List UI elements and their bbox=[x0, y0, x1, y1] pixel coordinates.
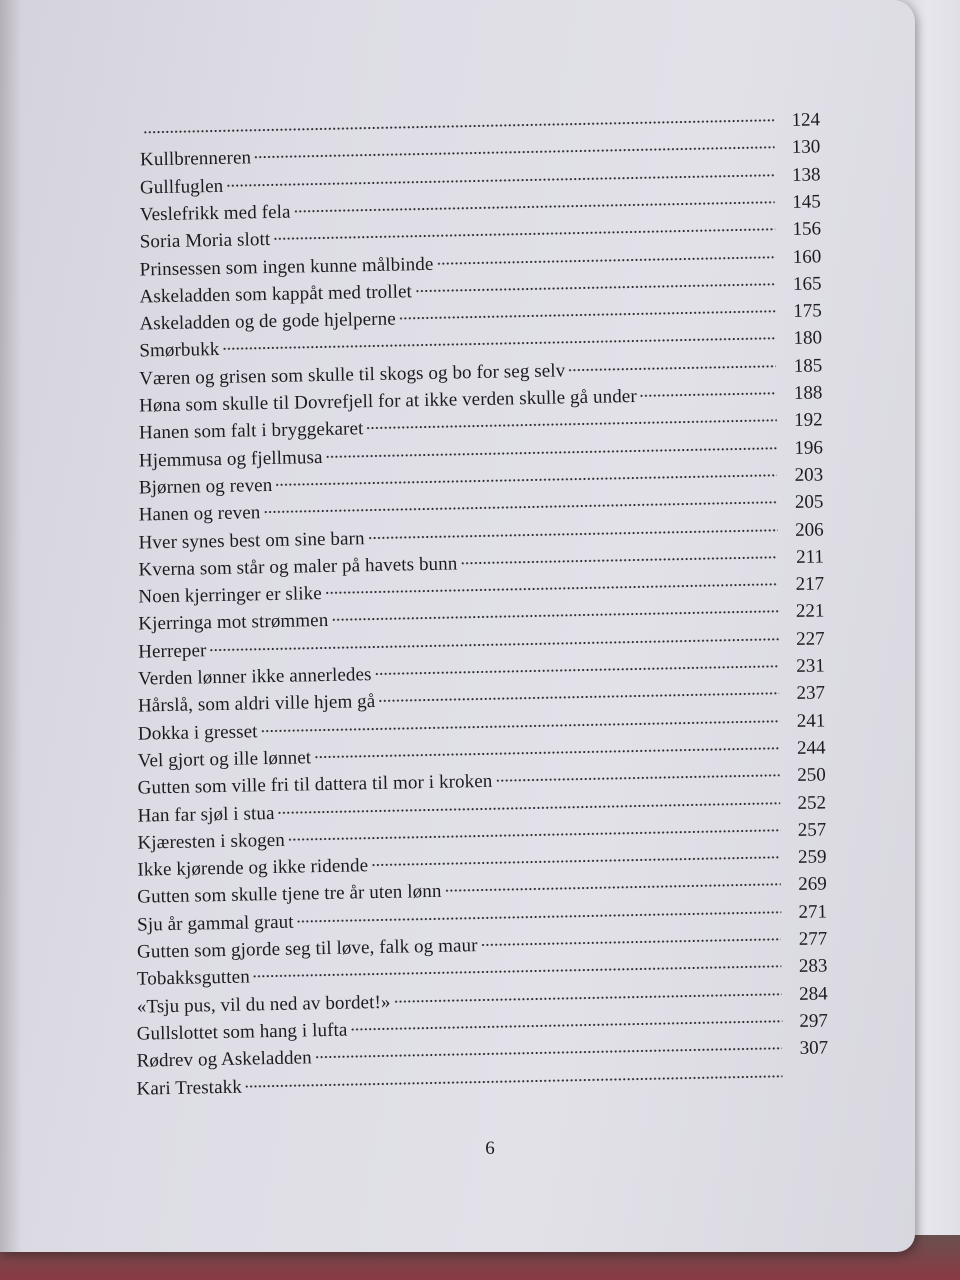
toc-entry-page: 277 bbox=[798, 928, 828, 950]
toc-entry-title: Rødrev og Askeladden bbox=[136, 1047, 312, 1072]
toc-entry-page: 227 bbox=[795, 628, 825, 650]
toc-dot-leader bbox=[460, 555, 778, 565]
toc-entry-page: 252 bbox=[797, 791, 827, 814]
toc-entry-title: Gullslottet som hang i lufta bbox=[136, 1019, 348, 1045]
toc-entry-page: 196 bbox=[794, 436, 824, 459]
toc-entry-page: 244 bbox=[796, 737, 826, 759]
toc-dot-leader bbox=[495, 773, 779, 782]
toc-dot-leader bbox=[393, 992, 781, 1003]
toc-entry-title: Askeladden og de gode hjelperne bbox=[139, 308, 396, 335]
toc-dot-leader bbox=[273, 227, 775, 241]
toc-entry-title: Væren og grisen som skulle til skogs og bo for seg selv bbox=[139, 360, 566, 390]
toc-entry-title: Noen kjerringer er slike bbox=[138, 583, 322, 608]
toc-entry-page bbox=[789, 1081, 829, 1082]
toc-dot-leader bbox=[444, 883, 780, 893]
toc-dot-leader bbox=[288, 828, 780, 841]
toc-dot-leader bbox=[325, 446, 776, 459]
toc-entry-title: Prinsessen som ingen kunne målbinde bbox=[139, 253, 434, 280]
toc-dot-leader bbox=[331, 610, 778, 623]
toc-entry-page: 257 bbox=[797, 819, 827, 841]
toc-dot-leader bbox=[368, 528, 778, 540]
toc-entry-page: 130 bbox=[791, 136, 821, 159]
toc-entry-page: 307 bbox=[799, 1037, 829, 1060]
toc-entry-page: 271 bbox=[798, 901, 828, 923]
toc-entry-title: Gullfuglen bbox=[139, 175, 224, 199]
toc-entry-title: Sju år gammal graut bbox=[136, 911, 294, 936]
toc-dot-leader bbox=[222, 337, 776, 352]
toc-dot-leader bbox=[350, 1019, 782, 1031]
toc-dot-leader bbox=[209, 637, 778, 652]
toc-entry-title: Gutten som ville fri til dattera til mor i kroken bbox=[137, 770, 493, 799]
toc-entry-page: 192 bbox=[793, 409, 823, 432]
toc-dot-leader bbox=[143, 118, 774, 134]
toc-entry-title: Hanen og reven bbox=[138, 502, 261, 526]
toc-entry-page: 237 bbox=[796, 682, 826, 705]
toc-dot-leader bbox=[315, 1046, 783, 1059]
toc-entry-page: 180 bbox=[793, 327, 823, 350]
toc-entry-page: 221 bbox=[795, 600, 825, 623]
toc-entry-title: Soria Moria slott bbox=[139, 229, 271, 253]
toc-entry-title: Høna som skulle til Dovrefjell for at ikke verden skulle gå under bbox=[138, 385, 637, 417]
toc-entry-title: Herreper bbox=[138, 639, 207, 663]
toc-dot-leader bbox=[374, 664, 778, 676]
toc-dot-leader bbox=[253, 965, 782, 979]
toc-entry-page: 145 bbox=[792, 191, 821, 213]
toc-entry-title: Kjæresten i skogen bbox=[137, 829, 286, 854]
toc-dot-leader bbox=[640, 391, 777, 398]
toc-dot-leader bbox=[314, 746, 779, 759]
toc-entry-title: Hanen som falt i bryggekaret bbox=[138, 418, 364, 444]
toc-entry-title: Kverna som står og maler på havets bunn bbox=[138, 553, 458, 581]
toc-entry-page: 124 bbox=[791, 109, 821, 131]
toc-dot-leader bbox=[371, 855, 780, 867]
toc-entry-page: 269 bbox=[798, 873, 827, 896]
toc-dot-leader bbox=[254, 146, 774, 160]
toc-dot-leader bbox=[415, 282, 776, 293]
toc-dot-leader bbox=[261, 719, 780, 733]
toc-entry-page: 160 bbox=[792, 245, 822, 268]
toc-entry-title: Gutten som skulle tjene tre år uten lønn bbox=[137, 881, 442, 909]
toc-entry-title: Hårslå, som aldri ville hjem gå bbox=[137, 691, 376, 717]
toc-entry-page: 284 bbox=[798, 982, 828, 1005]
toc-entry-page: 185 bbox=[793, 355, 823, 377]
toc-dot-leader bbox=[480, 937, 781, 947]
toc-entry-page: 259 bbox=[797, 846, 827, 869]
toc-entry-title: Dokka i gresset bbox=[137, 720, 258, 745]
toc-entry-title: Smørbukk bbox=[139, 339, 220, 362]
toc-entry-title: Bjørnen og reven bbox=[138, 474, 273, 499]
toc-entry-title: Verden lønner ikke annerledes bbox=[137, 664, 372, 690]
page-number: 6 bbox=[485, 1138, 495, 1159]
toc-entry-title: Ikke kjørende og ikke ridende bbox=[137, 855, 369, 881]
toc-dot-leader bbox=[275, 473, 777, 487]
toc-dot-leader bbox=[378, 692, 779, 704]
toc-dot-leader bbox=[366, 419, 776, 431]
toc-entry-page: 205 bbox=[794, 491, 824, 514]
toc-dot-leader bbox=[568, 364, 776, 372]
toc-entry-page: 206 bbox=[794, 518, 824, 541]
toc-entry-page: 241 bbox=[796, 709, 826, 732]
toc-entry-title: Han far sjøl i stua bbox=[137, 802, 275, 827]
toc-dot-leader bbox=[263, 500, 777, 514]
toc-entry-page: 165 bbox=[792, 273, 822, 295]
toc-entry-page: 231 bbox=[796, 655, 826, 677]
toc-entry-title: Gutten som gjorde seg til løve, falk og maur bbox=[136, 935, 478, 963]
toc-dot-leader bbox=[436, 255, 775, 266]
toc-entry-page: 175 bbox=[793, 300, 822, 323]
toc-entry-title: Tobakksgutten bbox=[136, 966, 251, 990]
toc-dot-leader bbox=[325, 582, 778, 595]
toc-entry-page: 203 bbox=[794, 464, 824, 486]
toc-entry-title: Hver synes best om sine barn bbox=[138, 527, 365, 554]
toc-entry-page: 250 bbox=[797, 764, 826, 787]
toc-dot-leader bbox=[226, 173, 774, 188]
toc-entry-page: 188 bbox=[793, 382, 823, 404]
toc-entry-page: 156 bbox=[792, 218, 822, 241]
toc-entry-page: 211 bbox=[795, 546, 825, 568]
toc-entry-page: 297 bbox=[799, 1010, 829, 1032]
toc-entry-page: 283 bbox=[798, 955, 828, 978]
toc-dot-leader bbox=[277, 801, 780, 815]
toc-entry-title: «Tsju pus, vil du ned av bordet!» bbox=[136, 991, 391, 1018]
toc-dot-leader bbox=[293, 200, 774, 213]
toc-dot-leader bbox=[399, 309, 776, 320]
toc-entry-title: Kullbrenneren bbox=[139, 147, 252, 171]
toc-entry-title: Kjerringa mot strømmen bbox=[138, 610, 329, 635]
toc-entry-title: Vel gjort og ille lønnet bbox=[137, 747, 312, 772]
toc-entry-title: Kari Trestakk bbox=[136, 1076, 243, 1100]
toc-entry-page: 217 bbox=[795, 573, 825, 596]
toc-entry-title: Hjemmusa og fjellmusa bbox=[138, 446, 323, 472]
toc-entry-title: Veslefrikk med fela bbox=[139, 201, 291, 226]
toc-dot-leader bbox=[245, 1074, 783, 1088]
toc-entry-title: Askeladden som kappåt med trollet bbox=[139, 281, 413, 308]
toc-dot-leader bbox=[297, 910, 781, 923]
toc-entry-page: 138 bbox=[791, 163, 821, 186]
